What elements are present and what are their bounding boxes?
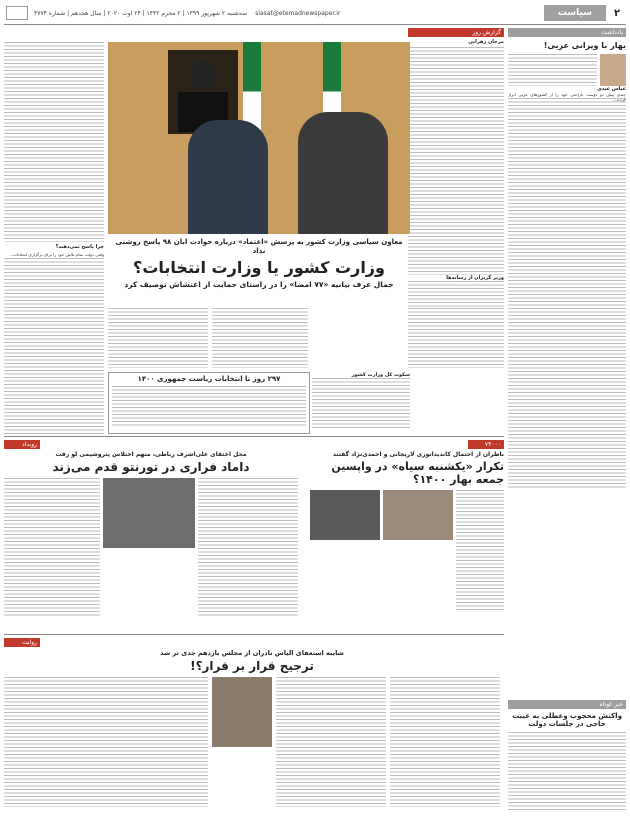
story-headline: تکرار «یکشنبه سیاه» در واپسین جمعه بهار ۱۴۰۰؟ [331,460,504,487]
fugitive-rubric: رویداد [4,440,40,449]
naderan-headline: ترجیح قرار بر قرار؟! [190,659,314,673]
newspaper-logo [6,6,28,20]
opinion-lead: چندی پیش دو دوست ناراحتی خود را از کشورهای عربی ابراز کردند... [508,91,626,102]
story-photo-1 [383,490,453,540]
short-news-title: واکنش محجوب وعطلی به غیبت حاجی در جلسات دولت [512,712,622,729]
naderan-rubric: روایت [4,638,40,647]
fugitive-headline: داماد فراری در تورنتو قدم می‌زند [52,460,250,474]
fugitive-story [4,440,298,630]
report-body [408,47,504,275]
left-lead: وقتی دولت تمام تلاش خود را برای برگزاری انتخابات... [9,252,104,257]
daily-report-rubric: گزارش روز [408,28,504,37]
header-rule [4,24,626,25]
author-photo [600,54,626,86]
person-right [298,112,388,234]
story-rubric: ۷۴۰۰۰ [468,440,504,449]
date-line: سه‌شنبه ۲ شهریور ۱۳۹۹ | ۲ محرم ۱۴۴۲ | ۲۴ اوت ۲۰۲۰ | سال هجدهم | شماره ۴۷۷۴ [34,9,248,17]
short-news-rubric: خبر کوتاه [508,700,626,709]
report-body-2 [408,281,504,308]
article-col-2 [212,308,308,368]
person-left [188,120,268,234]
black-sunday-story [304,440,504,610]
story-kicker: ناظران از احتمال کاندیداتوری لاریجانی و احمدی‌نژاد گفتند [332,451,504,458]
left-subhead: چرا پاسخ نمی‌دهید؟ [55,244,104,250]
opinion-column [508,28,626,488]
mid-rule [4,436,504,437]
opinion-title: بهار با ویرانی عربی! [543,41,626,50]
box-title: سکوت کل وزارت کشور [351,372,410,378]
main-photo [108,42,410,234]
short-news [508,700,626,816]
page-number: ۲ [613,7,621,19]
naderan-story [4,638,500,816]
fugitive-photo [103,478,195,548]
interior-ministry-box [312,372,410,432]
main-headline-block [108,238,410,304]
main-subhead: جمال عرف بیانیه «۷۷ امضا» را در راستای حمایت از اغتشاش توصیف کرد [124,279,394,289]
left-column [4,42,104,434]
page-header [4,4,626,22]
main-kicker: معاون سیاسی وزارت کشور به پرسش «اعتماد» درباره حوادث آبان ۹۸ پاسخ روشنی نداد [115,238,403,255]
bottom-rule [4,634,504,635]
section-label: سیاست [544,5,606,21]
sidebox-title: وزیر گریزان از رسانه‌ها [446,275,504,281]
opinion-rubric: یادداشت [508,28,626,37]
author-name: عباس عبدی [597,85,626,92]
opinion-body [508,98,626,488]
countdown-label: ۲۹۷ روز تا انتخابات ریاست جمهوری ۱۴۰۰ [137,375,281,383]
section-email[interactable]: siasat@etemadnewspaper.ir [255,9,341,17]
election-countdown-box [108,372,310,434]
main-headline: وزارت کشور یا وزارت انتخابات؟ [133,257,385,277]
article-col-1 [408,308,504,368]
naderan-kicker: شایبه استعفای الیاس نادران از مجلس یازدهم جدی تر شد [160,649,344,657]
article-col-3 [108,308,208,368]
fugitive-kicker: محل اختفای علی‌اشرف رباطی، متهم اختلاس پتروشیمی لو رفت [55,451,247,458]
naderan-photo [212,677,272,747]
daily-report [408,28,504,308]
story-photo-2 [310,490,380,540]
report-writer: مرجان زهرایی [468,39,504,45]
